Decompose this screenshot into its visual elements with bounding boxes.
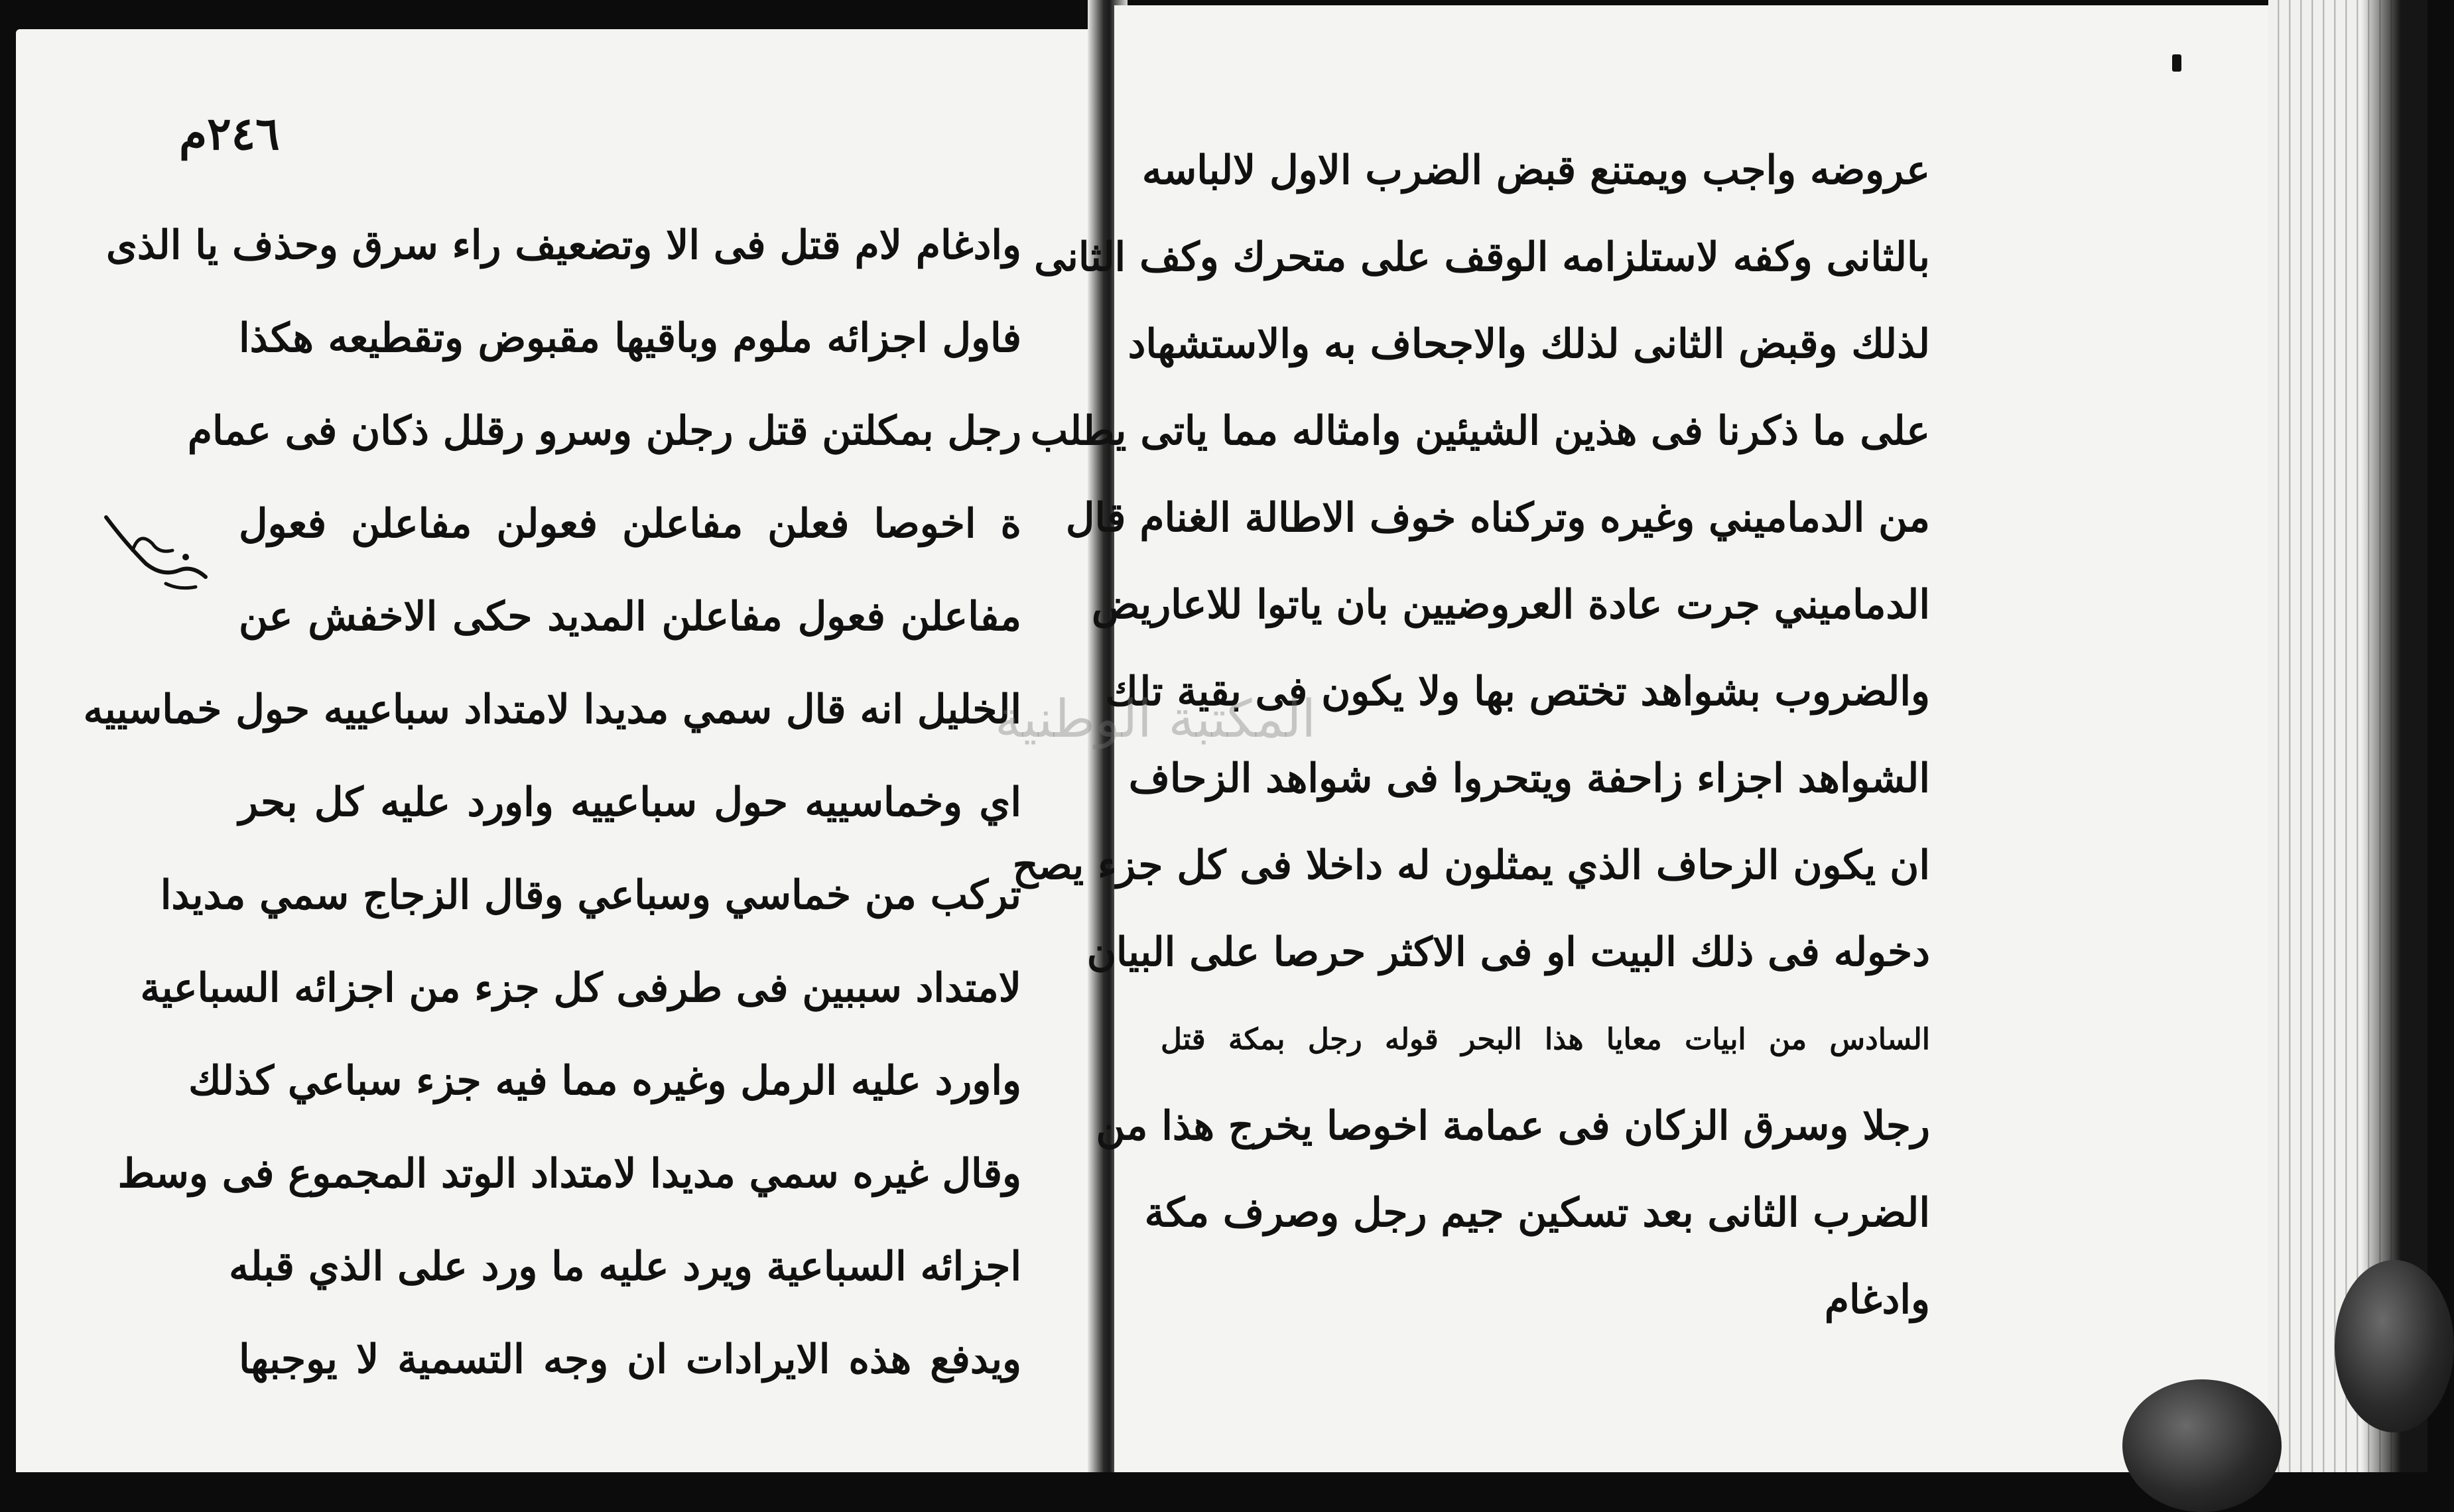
text-line: رجل بمكلتن قتل رجلن وسرو رقلل ذكان فى عمام <box>187 408 1021 454</box>
thumb-holding-book <box>2335 1260 2454 1432</box>
text-line: وادغام لام قتل فى الا وتضعيف راء سرق وحذف يا الذى <box>105 222 1021 269</box>
text-line: بالثانى وكفه لاستلزامه الوقف على متحرك وكف الثانى <box>1034 234 1930 281</box>
text-line: من الدماميني وغيره وتركناه خوف الاطالة الغنام قال <box>1065 495 1930 541</box>
left-page-text <box>83 199 1021 1406</box>
catchword: وادغام <box>1824 1277 1930 1323</box>
text-line: عروضه واجب ويمتنع قبض الضرب الاول لالباسه <box>1141 147 1930 194</box>
text-line: اجزائه السباعية ويرد عليه ما ورد على الذي قبله <box>229 1243 1021 1290</box>
text-line: تركب من خماسي وسباعي وقال الزجاج سمي مديدا <box>160 872 1021 918</box>
text-line: السادس من ابيات معايا هذا البحر قوله رجل بمكة قتل <box>1161 1023 1930 1056</box>
text-line: رجلا وسرق الزكان فى عمامة اخوصا يخرج هذا من <box>1096 1103 1930 1149</box>
marginal-signature <box>99 504 212 603</box>
text-line: دخوله فى ذلك البيت او فى الاكثر حرصا على البيان <box>1086 929 1930 976</box>
bookmark-mark <box>2172 54 2181 72</box>
text-line: الشواهد اجزاء زاحفة ويتحروا فى شواهد الزحاف <box>1128 755 1930 802</box>
text-line: والضروب بشواهد تختص بها ولا يكون فى بقية تلك <box>1105 668 1930 715</box>
text-line: لذلك وقبض الثانى لذلك والاجحاف به والاستشهاد <box>1128 321 1930 367</box>
text-line: على ما ذكرنا فى هذين الشيئين وامثاله مما ياتى يطلب <box>1030 408 1930 454</box>
text-line: الخليل انه قال سمي مديدا لامتداد سباعييه حول خماسييه <box>83 686 1021 733</box>
text-line: واورد عليه الرمل وغيره مما فيه جزء سباعي كذلك <box>188 1058 1021 1104</box>
library-watermark: المكتبة الوطنية <box>995 690 1316 749</box>
text-line: وقال غيره سمي مديدا لامتداد الوتد المجموع فى وسط <box>117 1151 1021 1197</box>
text-line: ة اخوصا فعلن مفاعلن فعولن مفاعلن فعول <box>239 501 1021 547</box>
text-line: فاول اجزائه ملوم وباقيها مقبوض وتقطيعه هكذا <box>239 315 1021 361</box>
text-line: الضرب الثانى بعد تسكين جيم رجل وصرف مكة <box>1144 1190 1930 1236</box>
text-line: لامتداد سببين فى طرفى كل جزء من اجزائه السباعية <box>140 965 1021 1011</box>
text-line: ان يكون الزحاف الذي يمثلون له داخلا فى كل جزء يصح <box>1012 842 1930 889</box>
finger-holding-book <box>2122 1379 2282 1512</box>
text-line: ويدفع هذه الايرادات ان وجه التسمية لا يوجبها <box>239 1336 1021 1383</box>
text-line: مفاعلن فعول مفاعلن المديد حكى الاخفش عن <box>239 594 1021 640</box>
folio-number: ٢٤٦م <box>179 107 280 160</box>
text-line: الدماميني جرت عادة العروضيين بان ياتوا للاعاريض <box>1091 582 1930 628</box>
text-line: اي وخماسييه حول سباعييه واورد عليه كل بحر <box>239 779 1021 826</box>
page-edges-shadow <box>2361 0 2427 1472</box>
